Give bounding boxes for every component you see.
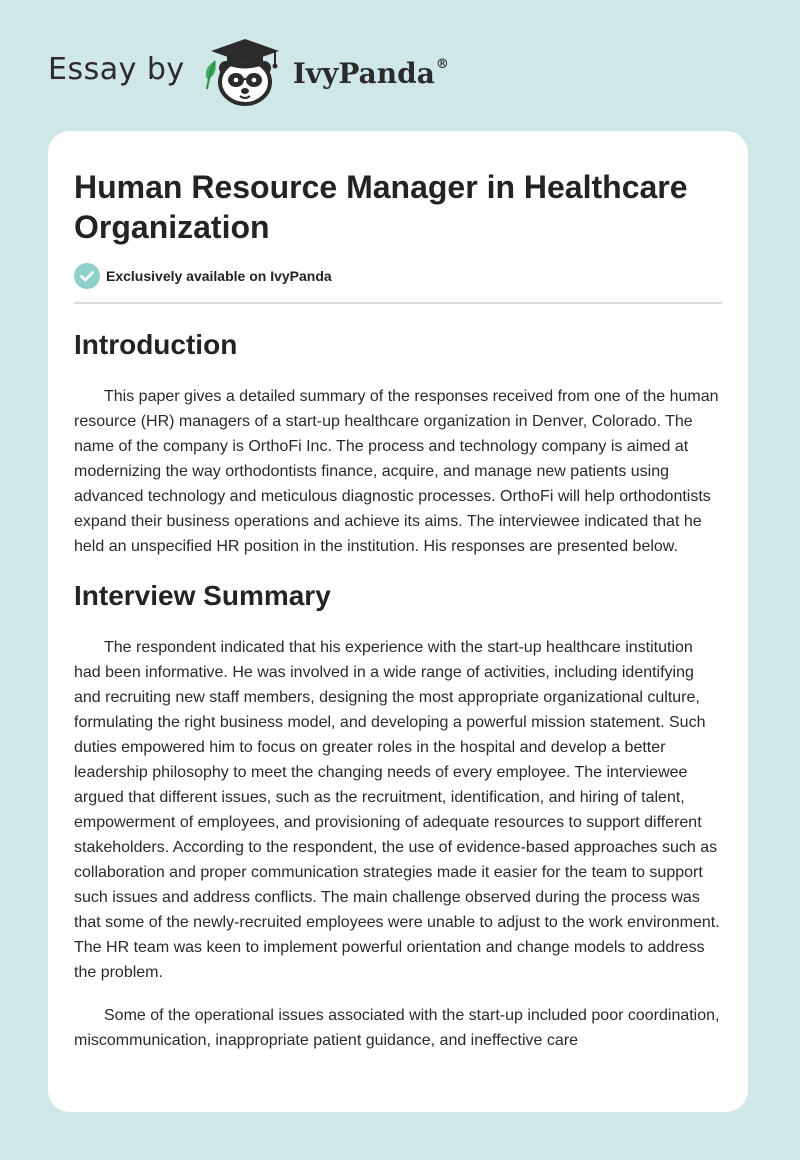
panda-mascot-icon [201, 35, 289, 107]
brand-name: IvyPanda® [292, 56, 449, 90]
exclusive-badge [74, 263, 722, 289]
body-paragraph: The respondent indicated that his experience with the start-up healthcare institution had been informative. He was involved in a wide range of activities, including identifying and recruiting new staff members, designing the most appropriate organizational culture, formulating the right business model, and developing a powerful mission statement. Such duties empowered him to focus on greater roles in the hospital and develop a better leadership philosophy to meet the changing needs of every employee. The interviewee argued that different issues, such as the recruitment, identification, and hiring of talent, empowerment of employees, and provisioning of adequate resources to support different stakeholders. According to the respondent, the use of evidence-based approaches such as collaboration and proper communication strategies made it easier for the team to support such issues and address conflicts. The main challenge observed during the process was that some of the newly-recruited employees were unable to adjust to the work environment. The HR team was keen to implement powerful orientation and change models to address the problem. [74, 639, 720, 981]
body-paragraph: Some of the operational issues associated with the start-up included poor coordination, miscommunication, inappropriate patient guidance, and ineffective care [74, 1007, 720, 1049]
exclusive-label: Exclusively available on IvyPanda [106, 268, 332, 284]
section-interview-summary [74, 579, 722, 1053]
section-heading: Interview Summary [74, 580, 331, 611]
body-paragraph: This paper gives a detailed summary of the responses received from one of the human resource (HR) managers of a start-up healthcare organization in Denver, Colorado. The name of the company is OrthoFi Inc. The process and technology company is aimed at modernizing the way orthodontists finance, acquire, and manage new patients using advanced technology and meticulous diagnostic processes. OrthoFi will help orthodontists expand their business operations and achieve its aims. The interviewee indicated that he held an unspecified HR position in the institution. His responses are presented below. [74, 388, 719, 555]
brand-prefix: Essay by [48, 51, 185, 87]
section-heading: Introduction [74, 329, 238, 360]
check-circle-icon [74, 263, 100, 289]
title-divider [74, 302, 722, 304]
essay-card [48, 131, 748, 1112]
section-introduction [74, 328, 722, 559]
page-title: Human Resource Manager in Healthcare Organization [74, 169, 688, 245]
site-logo[interactable] [48, 36, 449, 106]
